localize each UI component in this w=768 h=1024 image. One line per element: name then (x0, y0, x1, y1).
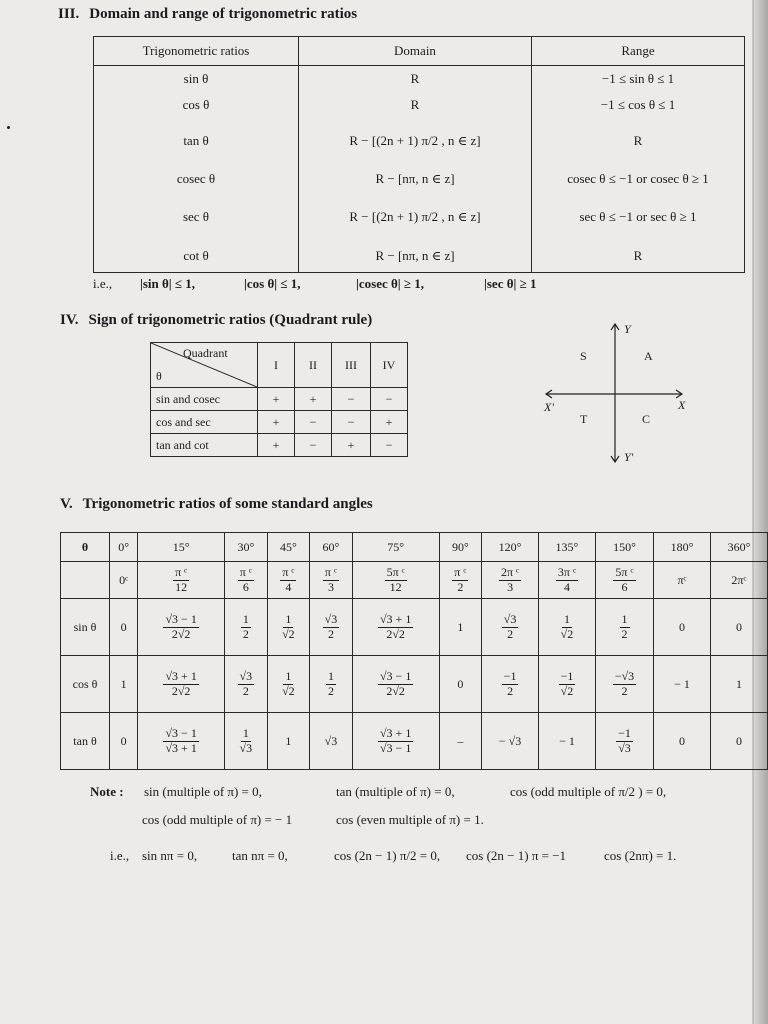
fraction (620, 613, 630, 642)
numerator: √3 + 1 (379, 725, 412, 740)
denominator: 2 (621, 626, 628, 641)
denominator: 2 (242, 683, 249, 698)
ie-label: i.e., (93, 276, 113, 291)
denominator: 2√2 (171, 683, 191, 698)
value-cell: 0 (710, 713, 767, 770)
sign-cell: − (332, 388, 371, 411)
denominator: 2√2 (386, 626, 405, 641)
sign-cell: − (371, 388, 408, 411)
section-3-heading (58, 6, 357, 23)
table-row (94, 118, 745, 164)
domain-cell: R − [nπ, n ∈ z] (299, 240, 532, 273)
value-cell (267, 656, 310, 713)
section-5-heading (60, 496, 373, 513)
denominator: 2 (507, 683, 514, 698)
value-cell (225, 599, 268, 656)
fraction (559, 613, 576, 642)
note-item: cos (even multiple of π) = 1. (336, 812, 484, 827)
fraction (378, 670, 413, 699)
range-cell: −1 ≤ cos θ ≤ 1 (532, 92, 745, 118)
numerator: √3 (503, 611, 517, 626)
value-cell: 0 (439, 656, 482, 713)
value-cell (539, 599, 596, 656)
numerator: 1 (563, 611, 570, 626)
degree-row (61, 533, 768, 562)
domain-cell: R (299, 66, 532, 93)
fraction (238, 566, 254, 595)
denominator: √3 (618, 740, 631, 755)
fraction (280, 670, 297, 699)
col-header-domain: Domain (299, 37, 532, 66)
value-cell (310, 599, 353, 656)
domain-cell: R (299, 92, 532, 118)
note-item: sin (multiple of π) = 0, (144, 784, 262, 799)
note-item: cos (odd multiple of π/2 ) = 0, (510, 784, 667, 799)
note-item: cos (odd multiple of π) = − 1 (142, 812, 293, 827)
denominator: √3 + 1 (165, 740, 197, 755)
degree-cell: 75° (352, 533, 439, 562)
note-item: tan nπ = 0, (232, 848, 288, 863)
table-row (61, 713, 768, 770)
sign-cell: + (371, 411, 408, 434)
ratio-cell: cos θ (94, 92, 299, 118)
quadrant-header: I (258, 343, 295, 388)
axis-x-label: X (678, 398, 686, 412)
quadrant-header: II (295, 343, 332, 388)
numerator: √3 + 1 (165, 668, 197, 683)
table-row (61, 599, 768, 656)
degree-cell: 45° (267, 533, 310, 562)
denominator: 3 (327, 579, 334, 594)
ratio-pair-label: sin and cosec (151, 388, 258, 411)
table-row (94, 66, 745, 93)
numerator: π ᶜ (282, 564, 295, 579)
value-cell: − 1 (654, 656, 711, 713)
radian-cell (225, 562, 268, 599)
denominator: √2 (282, 626, 295, 641)
ratio-label: cos θ (61, 656, 110, 713)
note-item: cos (2nπ) = 1. (604, 848, 677, 863)
sign-cell: + (258, 388, 295, 411)
denominator: √3 (239, 740, 253, 755)
ratio-cell: sin θ (94, 66, 299, 93)
numerator: 3π ᶜ (557, 564, 577, 579)
degree-cell: 90° (439, 533, 482, 562)
range-cell: R (532, 240, 745, 273)
sign-cell: + (258, 411, 295, 434)
note-item: cos (2n − 1) π = −1 (466, 848, 567, 863)
fraction (556, 566, 578, 595)
denominator: √2 (282, 683, 295, 698)
fraction (241, 613, 251, 642)
range-cell: sec θ ≤ −1 or sec θ ≥ 1 (532, 194, 745, 240)
ie-label: i.e., (110, 848, 130, 863)
denominator: 2√2 (386, 683, 405, 698)
value-cell (138, 599, 225, 656)
ratio-cell: sec θ (94, 194, 299, 240)
quadrant-3-label: T (580, 412, 588, 426)
value-cell (595, 599, 653, 656)
value-cell: 0 (654, 713, 711, 770)
fraction (323, 613, 340, 642)
quadrant-header: III (332, 343, 371, 388)
value-cell: 1 (710, 656, 767, 713)
numerator: 2π ᶜ (501, 564, 520, 579)
numerator: 1 (621, 611, 628, 626)
page-binding-shadow (754, 0, 768, 1024)
value-cell (482, 656, 539, 713)
numerator: √3 − 1 (165, 725, 197, 740)
domain-cell: R − [(2n + 1) π/2 , n ∈ z] (299, 118, 532, 164)
fraction (502, 670, 519, 699)
table-row (151, 411, 408, 434)
denominator: 6 (242, 579, 249, 594)
fraction (613, 670, 636, 699)
sign-cell: − (295, 411, 332, 434)
value-cell: – (439, 713, 482, 770)
theta-corner: θ (61, 533, 110, 562)
table-row (151, 434, 408, 457)
axis-y-neg-label: Y' (624, 450, 634, 464)
fraction (323, 566, 339, 595)
value-cell (482, 599, 539, 656)
value-cell (539, 656, 596, 713)
sign-cell: − (371, 434, 408, 457)
fraction (173, 566, 189, 595)
fraction (616, 727, 633, 756)
domain-cell: R − [nπ, n ∈ z] (299, 164, 532, 194)
denominator: 12 (389, 579, 402, 594)
section-3-number: III. (58, 6, 80, 22)
quadrant-1-label: A (644, 349, 653, 363)
value-cell: 1 (110, 656, 138, 713)
degree-cell: 135° (539, 533, 596, 562)
numerator: −1 (503, 668, 517, 683)
note-label: Note : (90, 784, 124, 799)
value-cell (595, 656, 653, 713)
degree-cell: 60° (310, 533, 353, 562)
radian-cell (267, 562, 310, 599)
axis-x-neg-label: X' (544, 400, 554, 414)
numerator: √3 (324, 611, 338, 626)
quadrant-diagram (540, 322, 700, 466)
section-4-number: IV. (60, 312, 79, 328)
table-row (94, 194, 745, 240)
denominator: 2√2 (171, 626, 191, 641)
ratio-cell: tan θ (94, 118, 299, 164)
value-cell: 0 (110, 713, 138, 770)
note-item: cos (2n − 1) π/2 = 0, (334, 848, 441, 863)
fraction (163, 613, 198, 642)
fraction (280, 566, 296, 595)
empty-cell (61, 562, 110, 599)
value-cell (225, 656, 268, 713)
degree-cell: 30° (225, 533, 268, 562)
numerator: √3 (239, 668, 253, 683)
quadrant-corner-cell (151, 343, 258, 388)
numerator: π ᶜ (454, 564, 467, 579)
denominator: 6 (621, 579, 628, 594)
domain-range-table (93, 36, 745, 273)
value-cell (138, 713, 225, 770)
ie-item: |sin θ| ≤ 1, (140, 276, 196, 291)
numerator: √3 − 1 (379, 668, 412, 683)
degree-cell: 120° (482, 533, 539, 562)
value-cell (138, 656, 225, 713)
denominator: √3 − 1 (379, 740, 412, 755)
value-cell: − √3 (482, 713, 539, 770)
col-header-ratio: Trigonometric ratios (94, 37, 299, 66)
stray-mark (7, 126, 10, 129)
fraction (163, 727, 198, 756)
value-cell (595, 713, 653, 770)
denominator: 2 (242, 626, 249, 641)
value-cell: 1 (267, 713, 310, 770)
value-cell (310, 656, 353, 713)
denominator: 2 (621, 683, 628, 698)
range-cell: cosec θ ≤ −1 or cosec θ ≥ 1 (532, 164, 745, 194)
sign-cell: − (295, 434, 332, 457)
quadrant-header: IV (371, 343, 408, 388)
fraction (163, 670, 198, 699)
degree-cell: 180° (654, 533, 711, 562)
range-cell: −1 ≤ sin θ ≤ 1 (532, 66, 745, 93)
numerator: 1 (285, 668, 292, 683)
corner-quadrant-label: Quadrant (183, 346, 228, 360)
section-3-title: Domain and range of trigonometric ratios (89, 6, 358, 22)
standard-angles-table (60, 532, 768, 770)
note-item: tan (multiple of π) = 0, (336, 784, 455, 799)
numerator: √3 − 1 (165, 611, 197, 626)
denominator: 4 (285, 579, 292, 594)
degree-cell: 150° (595, 533, 653, 562)
radian-cell (310, 562, 353, 599)
radian-cell (352, 562, 439, 599)
table-row (61, 656, 768, 713)
fraction (385, 566, 407, 595)
sign-cell: + (295, 388, 332, 411)
section-5-title: Trigonometric ratios of some standard angles (82, 496, 373, 512)
value-cell (352, 656, 439, 713)
radian-cell (595, 562, 653, 599)
fraction (280, 613, 297, 642)
table-row (94, 164, 745, 194)
value-cell: 0 (654, 599, 711, 656)
numerator: π ᶜ (239, 564, 252, 579)
numerator: 5π ᶜ (386, 564, 405, 579)
degree-cell: 15° (138, 533, 225, 562)
ie-item: |sec θ| ≥ 1 (484, 276, 537, 291)
fraction (559, 670, 576, 699)
ratio-label: tan θ (61, 713, 110, 770)
numerator: −1 (560, 668, 574, 683)
col-header-range: Range (532, 37, 745, 66)
numerator: √3 + 1 (379, 611, 412, 626)
denominator: 2 (457, 579, 464, 594)
ie-item: |cosec θ| ≥ 1, (356, 276, 425, 291)
denominator: 2 (327, 626, 334, 641)
domain-cell: R − [(2n + 1) π/2 , n ∈ z] (299, 194, 532, 240)
numerator: 1 (242, 725, 249, 740)
table-row (94, 240, 745, 273)
value-cell: 1 (439, 599, 482, 656)
section-4-heading (60, 312, 372, 329)
ie-item: |cos θ| ≤ 1, (244, 276, 301, 291)
denominator: 4 (563, 579, 570, 594)
denominator: √2 (560, 683, 574, 698)
ratio-pair-label: tan and cot (151, 434, 258, 457)
degree-cell: 0° (110, 533, 138, 562)
numerator: 5π ᶜ (615, 564, 634, 579)
value-cell: − 1 (539, 713, 596, 770)
fraction (499, 566, 521, 595)
fraction (502, 613, 519, 642)
numerator: 1 (242, 611, 249, 626)
sign-cell: − (332, 411, 371, 434)
denominator: 2 (327, 683, 334, 698)
denominator: 12 (175, 579, 188, 594)
degree-cell: 360° (710, 533, 767, 562)
radian-row (61, 562, 768, 599)
denominator: √2 (560, 626, 574, 641)
radian-cell (539, 562, 596, 599)
quadrant-sign-table (150, 342, 408, 457)
section-5-number: V. (60, 496, 73, 512)
radian-cell (482, 562, 539, 599)
numerator: π ᶜ (175, 564, 188, 579)
numerator: 1 (285, 611, 292, 626)
fraction (378, 613, 413, 642)
fraction (326, 670, 336, 699)
value-cell (352, 599, 439, 656)
value-cell: 0 (110, 599, 138, 656)
radian-cell: 0ᶜ (110, 562, 138, 599)
sign-cell: + (332, 434, 371, 457)
ratio-cell: cosec θ (94, 164, 299, 194)
denominator: 2 (507, 626, 514, 641)
numerator: π ᶜ (324, 564, 338, 579)
table-row (94, 92, 745, 118)
fraction (238, 727, 255, 756)
fraction (452, 566, 468, 595)
radian-cell: πᶜ (654, 562, 711, 599)
axis-y-label: Y (624, 322, 631, 336)
ratio-cell: cot θ (94, 240, 299, 273)
value-cell: 0 (710, 599, 767, 656)
quadrant-4-label: C (642, 412, 651, 426)
axes-svg (540, 322, 700, 466)
fraction (613, 566, 635, 595)
numerator: −√3 (614, 668, 635, 683)
quadrant-2-label: S (580, 349, 587, 363)
value-cell (267, 599, 310, 656)
numerator: 1 (327, 668, 334, 683)
ratio-label: sin θ (61, 599, 110, 656)
note-item: sin nπ = 0, (142, 848, 198, 863)
ratio-pair-label: cos and sec (151, 411, 258, 434)
sign-cell: + (258, 434, 295, 457)
radian-cell: 2πᶜ (710, 562, 767, 599)
fraction (238, 670, 255, 699)
numerator: −1 (618, 725, 631, 740)
fraction (378, 727, 413, 756)
value-cell (225, 713, 268, 770)
corner-theta-label: θ (156, 369, 162, 383)
section-4-title: Sign of trigonometric ratios (Quadrant rule) (88, 312, 373, 328)
range-cell: R (532, 118, 745, 164)
value-cell: √3 (310, 713, 353, 770)
table-row (151, 388, 408, 411)
radian-cell (138, 562, 225, 599)
denominator: 3 (507, 579, 514, 594)
radian-cell (439, 562, 482, 599)
value-cell (352, 713, 439, 770)
